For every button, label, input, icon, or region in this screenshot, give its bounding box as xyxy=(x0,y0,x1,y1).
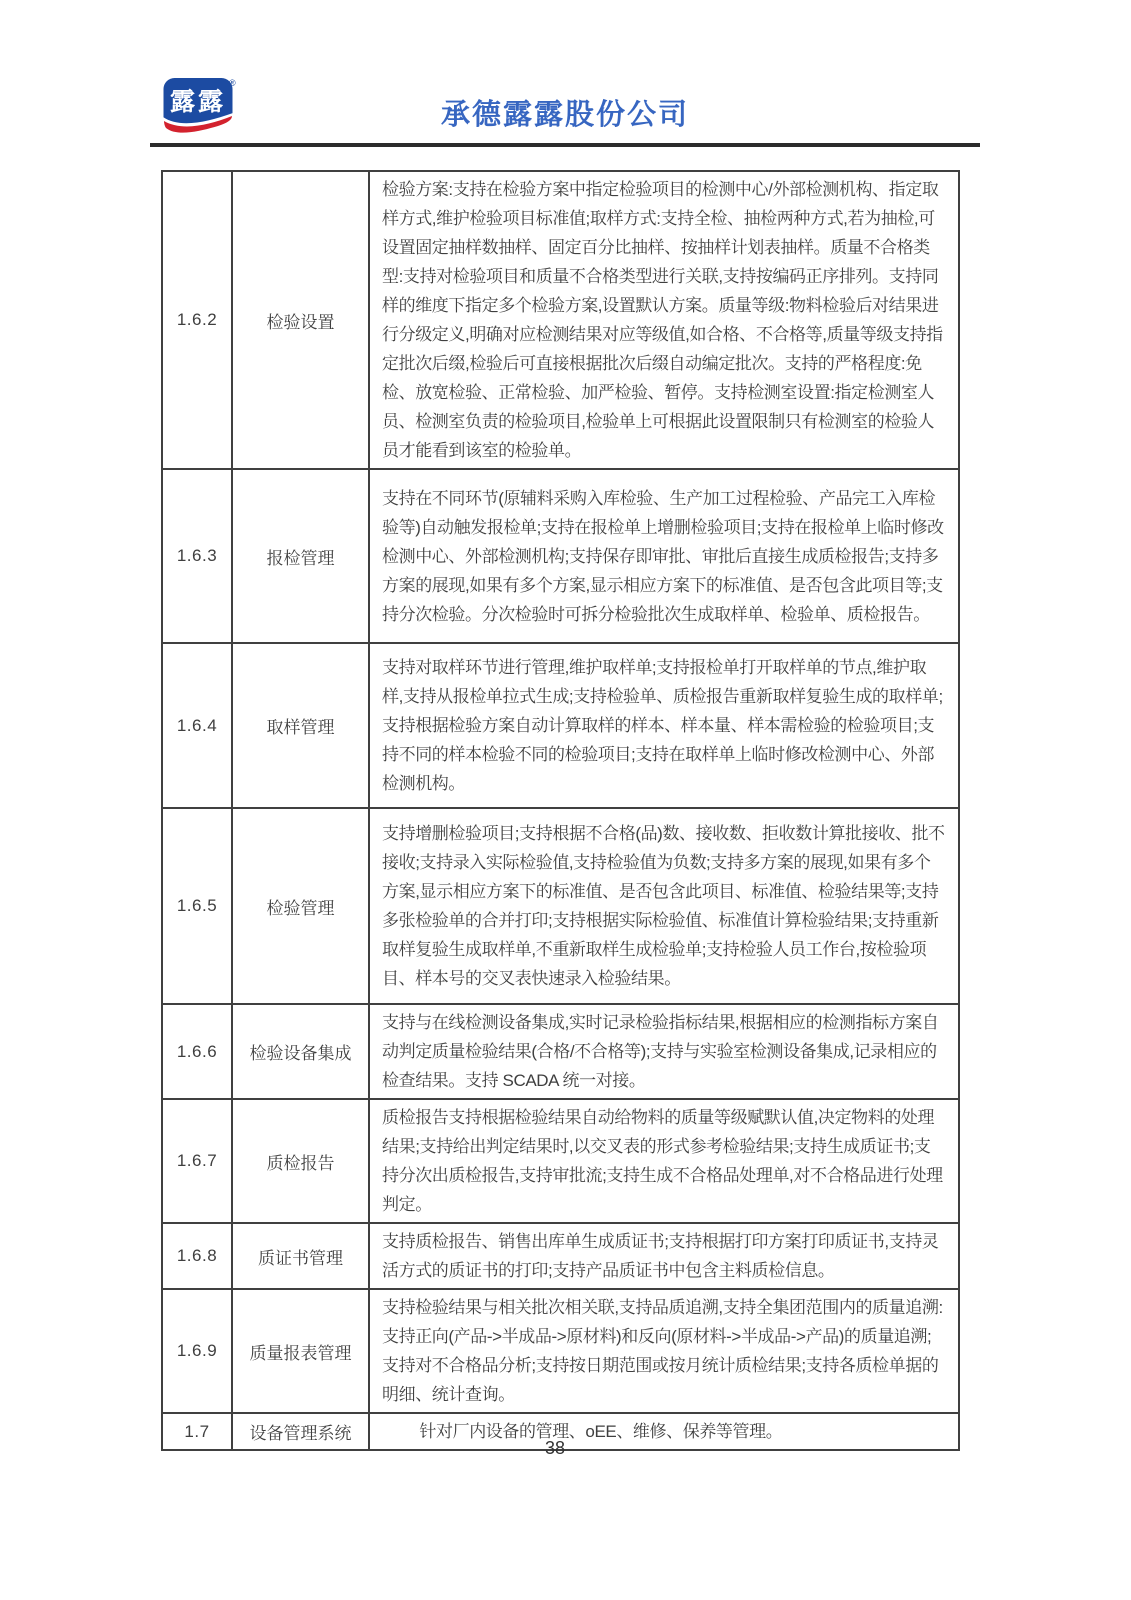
page-number: 38 xyxy=(544,1438,566,1458)
row-number: 1.6.9 xyxy=(162,1289,232,1413)
row-number: 1.6.3 xyxy=(162,469,232,643)
row-number: 1.6.2 xyxy=(162,171,232,469)
table-row xyxy=(162,1099,959,1223)
row-description: 支持质检报告、销售出库单生成质证书;支持根据打印方案打印质证书,支持灵活方式的质证书的打印;支持产品质证书中包含主料质检信息。 xyxy=(369,1223,959,1289)
table-row xyxy=(162,1289,959,1413)
row-module-name: 质证书管理 xyxy=(232,1223,369,1289)
row-module-name: 质检报告 xyxy=(232,1099,369,1223)
row-number: 1.7 xyxy=(162,1413,232,1450)
row-description: 支持对取样环节进行管理,维护取样单;支持报检单打开取样单的节点,维护取样,支持从报检单拉式生成;支持检验单、质检报告重新取样复验生成的取样单;支持根据检验方案自动计算取样的样本、样本量、样本需检验的检验项目;支持不同的样本检验不同的检验项目;支持在取样单上临时修改检测中心、外部检测机构。 xyxy=(369,643,959,808)
row-module-name: 检验设置 xyxy=(232,171,369,469)
table-row xyxy=(162,643,959,808)
row-description: 支持与在线检测设备集成,实时记录检验指标结果,根据相应的检测指标方案自动判定质量检验结果(合格/不合格等);支持与实验室检测设备集成,记录相应的检查结果。支持 SCADA 统一对接。 xyxy=(369,1004,959,1099)
row-description: 针对厂内设备的管理、oEE、维修、保养等管理。 xyxy=(369,1413,959,1450)
row-module-name: 取样管理 xyxy=(232,643,369,808)
registered-mark: ® xyxy=(229,78,236,88)
row-module-name: 检验设备集成 xyxy=(232,1004,369,1099)
row-module-name: 报检管理 xyxy=(232,469,369,643)
row-description: 支持检验结果与相关批次相关联,支持品质追溯,支持全集团范围内的质量追溯:支持正向(产品->半成品->原材料)和反向(原材料->半成品->产品)的质量追溯;支持对不合格品分析;支持按日期范围或按月统计质检结果;支持各质检单据的明细、统计查询。 xyxy=(369,1289,959,1413)
row-description: 支持在不同环节(原辅料采购入库检验、生产加工过程检验、产品完工入库检验等)自动触发报检单;支持在报检单上增删检验项目;支持在报检单上临时修改检测中心、外部检测机构;支持保存即审批、审批后直接生成质检报告;支持多方案的展现,如果有多个方案,显示相应方案下的标准值、是否包含此项目等;支持分次检验。分次检验时可拆分检验批次生成取样单、检验单、质检报告。 xyxy=(369,469,959,643)
header-divider xyxy=(150,143,980,147)
row-number: 1.6.6 xyxy=(162,1004,232,1099)
row-number: 1.6.8 xyxy=(162,1223,232,1289)
table-row xyxy=(162,469,959,643)
company-title: 承德露露股份公司 xyxy=(440,99,689,131)
row-description: 支持增删检验项目;支持根据不合格(品)数、接收数、拒收数计算批接收、批不接收;支持录入实际检验值,支持检验值为负数;支持多方案的展现,如果有多个方案,显示相应方案下的标准值、是否包含此项目、标准值、检验结果等;支持多张检验单的合并打印;支持根据实际检验值、标准值计算检验结果;支持重新取样复验生成取样单,不重新取样生成检验单;支持检验人员工作台,按检验项目、样本号的交叉表快速录入检验结果。 xyxy=(369,808,959,1004)
table-row xyxy=(162,1004,959,1099)
row-number: 1.6.7 xyxy=(162,1099,232,1223)
row-description: 检验方案:支持在检验方案中指定检验项目的检测中心/外部检测机构、指定取样方式,维护检验项目标准值;取样方式:支持全检、抽检两种方式,若为抽检,可设置固定抽样数抽样、固定百分比抽样、按抽样计划表抽样。质量不合格类型:支持对检验项目和质量不合格类型进行关联,支持按编码正序排列。支持同样的维度下指定多个检验方案,设置默认方案。质量等级:物料检验后对结果进行分级定义,明确对应检测结果对应等级值,如合格、不合格等,质量等级支持指定批次后缀,检验后可直接根据批次后缀自动编定批次。支持的严格程度:免检、放宽检验、正常检验、加严检验、暂停。支持检测室设置:指定检测室人员、检测室负责的检验项目,检验单上可根据此设置限制只有检测室的检验人员才能看到该室的检验单。 xyxy=(369,171,959,469)
features-table xyxy=(161,170,960,1451)
row-description: 质检报告支持根据检验结果自动给物料的质量等级赋默认值,决定物料的处理结果;支持给出判定结果时,以交叉表的形式参考检验结果;支持生成质证书;支持分次出质检报告,支持审批流;支持生成不合格品处理单,对不合格品进行处理判定。 xyxy=(369,1099,959,1223)
row-number: 1.6.5 xyxy=(162,808,232,1004)
table-row xyxy=(162,171,959,469)
logo-text: 露露 xyxy=(169,88,227,116)
row-module-name: 检验管理 xyxy=(232,808,369,1004)
table-row xyxy=(162,1223,959,1289)
row-module-name: 设备管理系统 xyxy=(232,1413,369,1450)
row-module-name: 质量报表管理 xyxy=(232,1289,369,1413)
row-number: 1.6.4 xyxy=(162,643,232,808)
table-row xyxy=(162,808,959,1004)
